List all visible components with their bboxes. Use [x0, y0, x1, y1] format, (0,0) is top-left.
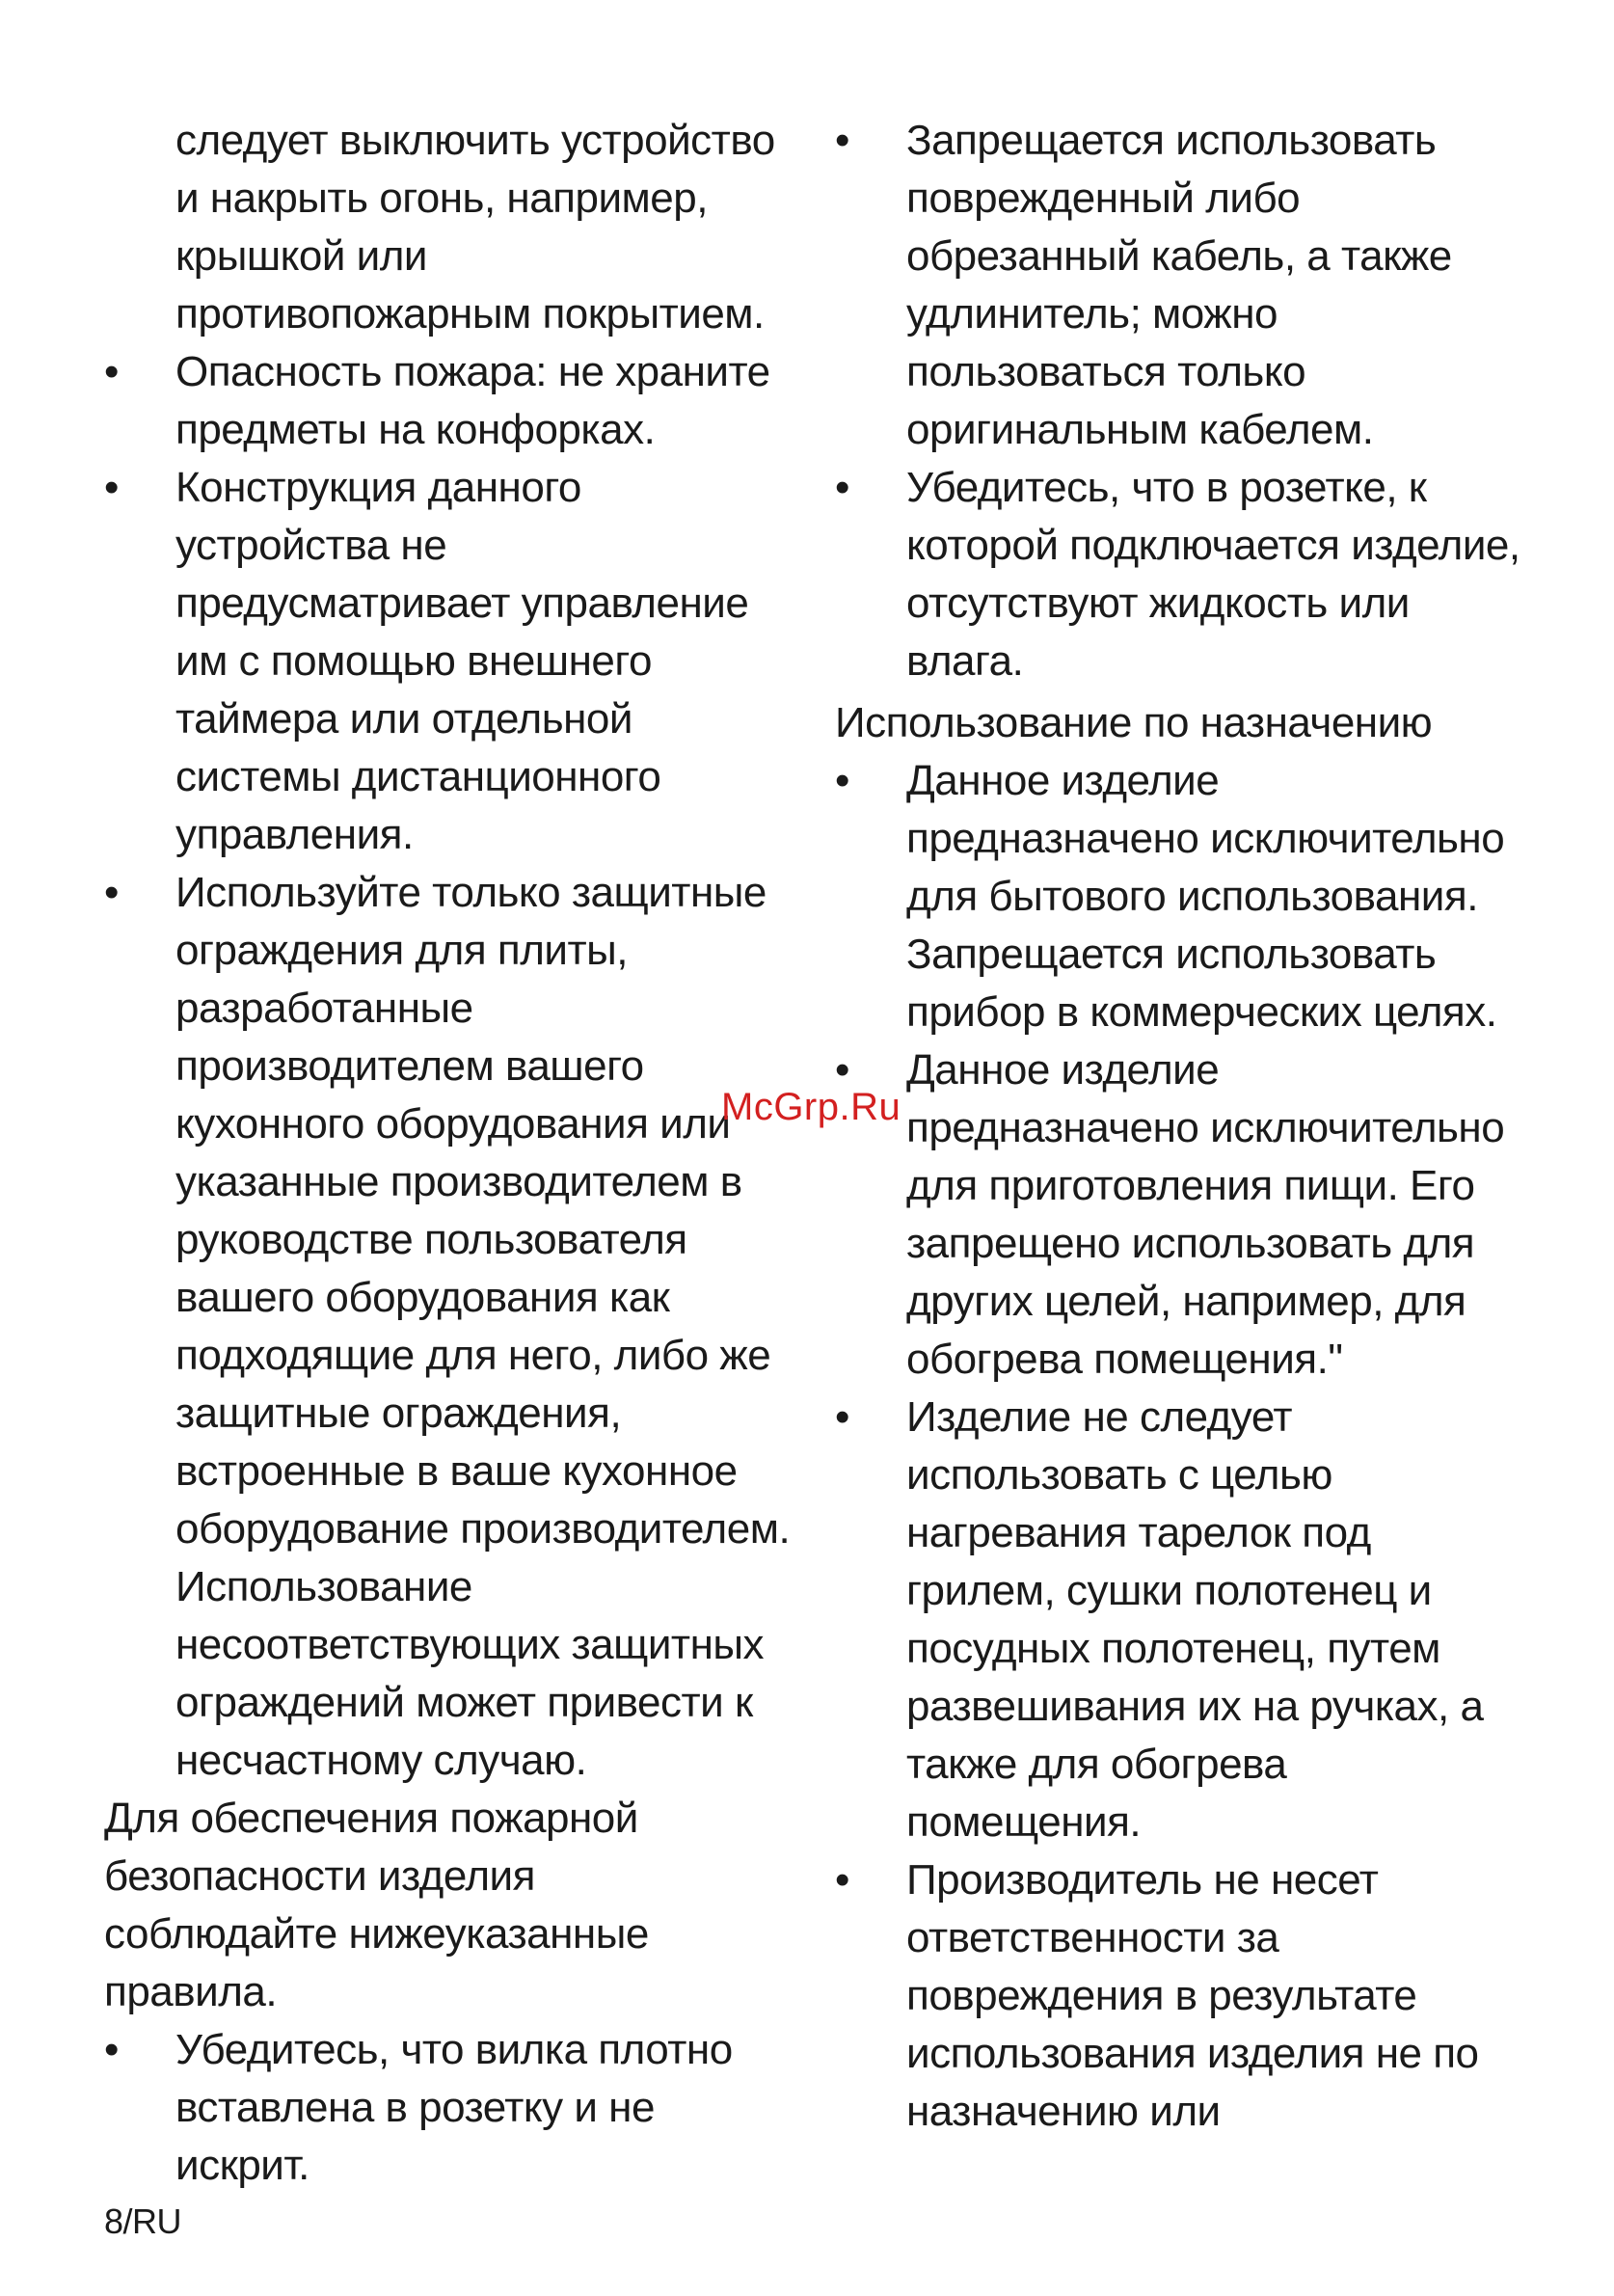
- text-line: вставлена в розетку и не: [175, 2084, 655, 2131]
- text-line: для бытового использования.: [906, 873, 1478, 920]
- text-line: удлинитель; можно: [906, 290, 1278, 338]
- text-line: разработанные: [175, 985, 473, 1032]
- text-line: Запрещается использовать: [906, 931, 1437, 978]
- watermark: McGrp.Ru: [721, 1086, 901, 1128]
- bullet-icon: •: [835, 757, 849, 804]
- text-line: развешивания их на ручках, а: [906, 1683, 1484, 1730]
- text-line: искрит.: [175, 2142, 309, 2189]
- text-line: Данное изделие: [906, 1046, 1220, 1094]
- text-line: также для обогрева: [906, 1741, 1287, 1788]
- text-line: противопожарным покрытием.: [175, 290, 765, 338]
- text-line: помещения.: [906, 1798, 1142, 1846]
- text-line: встроенные в ваше кухонное: [175, 1447, 738, 1495]
- right-column: [835, 112, 1548, 2141]
- list-item: [104, 459, 818, 864]
- text-line: поврежденный либо: [906, 175, 1301, 222]
- text-line: несоответствующих защитных: [175, 1621, 765, 1668]
- text-line: использования изделия не по: [906, 2030, 1479, 2077]
- page-number: 8/RU: [104, 2201, 182, 2241]
- text-line: ограждений может привести к: [175, 1679, 753, 1726]
- text-line: указанные производителем в: [175, 1158, 742, 1205]
- text-line: им с помощью внешнего: [175, 637, 652, 685]
- bullet-icon: •: [835, 464, 849, 511]
- text-line: кухонного оборудования или: [175, 1100, 731, 1148]
- text-line: предназначено исключительно: [906, 1104, 1505, 1151]
- text-line: Данное изделие: [906, 757, 1220, 804]
- text-line: руководстве пользователя: [175, 1216, 687, 1263]
- text-line: повреждения в результате: [906, 1972, 1417, 2019]
- bullet-icon: •: [104, 2026, 119, 2073]
- text-line: безопасности изделия: [104, 1852, 535, 1900]
- text-line: подходящие для него, либо же: [175, 1332, 771, 1379]
- text-line: отсутствуют жидкость или: [906, 580, 1410, 627]
- bullet-icon: •: [104, 869, 119, 916]
- text-line: других целей, например, для: [906, 1278, 1466, 1325]
- list-item: [835, 752, 1548, 1041]
- bullet-icon: •: [104, 348, 119, 395]
- text-line: нагревания тарелок под: [906, 1509, 1371, 1556]
- list-item: [104, 864, 818, 1790]
- text-line: пользоваться только: [906, 348, 1306, 395]
- text-line: вашего оборудования как: [175, 1274, 670, 1321]
- bullet-icon: •: [104, 464, 119, 511]
- left-column: [104, 112, 818, 2195]
- text-line: несчастному случаю.: [175, 1737, 587, 1784]
- text-line: предусматривает управление: [175, 580, 749, 627]
- text-line: Запрещается использовать: [906, 117, 1437, 164]
- list-item: [835, 1389, 1548, 1851]
- bullet-icon: •: [835, 1856, 849, 1904]
- text-line: управления.: [175, 811, 414, 858]
- text-line: Используйте только защитные: [175, 869, 767, 916]
- text-line: запрещено использовать для: [906, 1220, 1475, 1267]
- text-line: Изделие не следует: [906, 1393, 1292, 1441]
- text-line: предназначено исключительно: [906, 815, 1505, 862]
- text-line: которой подключается изделие,: [906, 522, 1520, 569]
- list-item: [104, 343, 818, 459]
- text-line: крышкой или: [175, 232, 427, 280]
- text-line: следует выключить устройство: [175, 117, 775, 164]
- text-line: Убедитесь, что вилка плотно: [175, 2026, 733, 2073]
- text-line: соблюдайте нижеуказанные: [104, 1910, 649, 1958]
- text-line: для приготовления пищи. Его: [906, 1162, 1475, 1209]
- text-line: грилем, сушки полотенец и: [906, 1567, 1432, 1614]
- text-line: посудных полотенец, путем: [906, 1625, 1440, 1672]
- heading-text: Использование по назначению: [835, 699, 1433, 746]
- text-line: обогрева помещения.": [906, 1336, 1343, 1383]
- text-line: использовать с целью: [906, 1451, 1332, 1499]
- text-line: Конструкция данного: [175, 464, 581, 511]
- text-line: оригинальным кабелем.: [906, 406, 1374, 453]
- text-line: и накрыть огонь, например,: [175, 175, 708, 222]
- list-item: [835, 1041, 1548, 1389]
- text-line: системы дистанционного: [175, 753, 661, 800]
- text-line: ограждения для плиты,: [175, 927, 628, 974]
- bullet-icon: •: [835, 117, 849, 164]
- text-line: правила.: [104, 1968, 278, 2015]
- text-line: устройства не: [175, 522, 447, 569]
- list-item: [104, 2021, 818, 2195]
- text-line: Использование: [175, 1563, 472, 1610]
- text-line: назначению или: [906, 2088, 1221, 2135]
- text-line: Убедитесь, что в розетке, к: [906, 464, 1427, 511]
- text-line: производителем вашего: [175, 1042, 644, 1090]
- bullet-icon: •: [835, 1393, 849, 1441]
- text-line: Опасность пожара: не храните: [175, 348, 770, 395]
- text-line: Для обеспечения пожарной: [104, 1795, 638, 1842]
- list-item: [835, 459, 1548, 690]
- text-line: прибор в коммерческих целях.: [906, 988, 1497, 1036]
- text-line: защитные ограждения,: [175, 1390, 622, 1437]
- text-line: влага.: [906, 637, 1024, 685]
- text-line: ответственности за: [906, 1914, 1279, 1961]
- section-heading: [835, 694, 1548, 752]
- text-line: таймера или отдельной: [175, 695, 632, 743]
- bullet-icon: •: [835, 1046, 849, 1094]
- fire-safety-paragraph: [104, 1790, 818, 2021]
- text-line: оборудование производителем.: [175, 1505, 791, 1553]
- text-line: обрезанный кабель, а также: [906, 232, 1452, 280]
- list-item: [835, 1851, 1548, 2141]
- text-line: предметы на конфорках.: [175, 406, 656, 453]
- continued-list-item: [104, 112, 818, 343]
- text-line: Производитель не несет: [906, 1856, 1379, 1904]
- list-item: [835, 112, 1548, 459]
